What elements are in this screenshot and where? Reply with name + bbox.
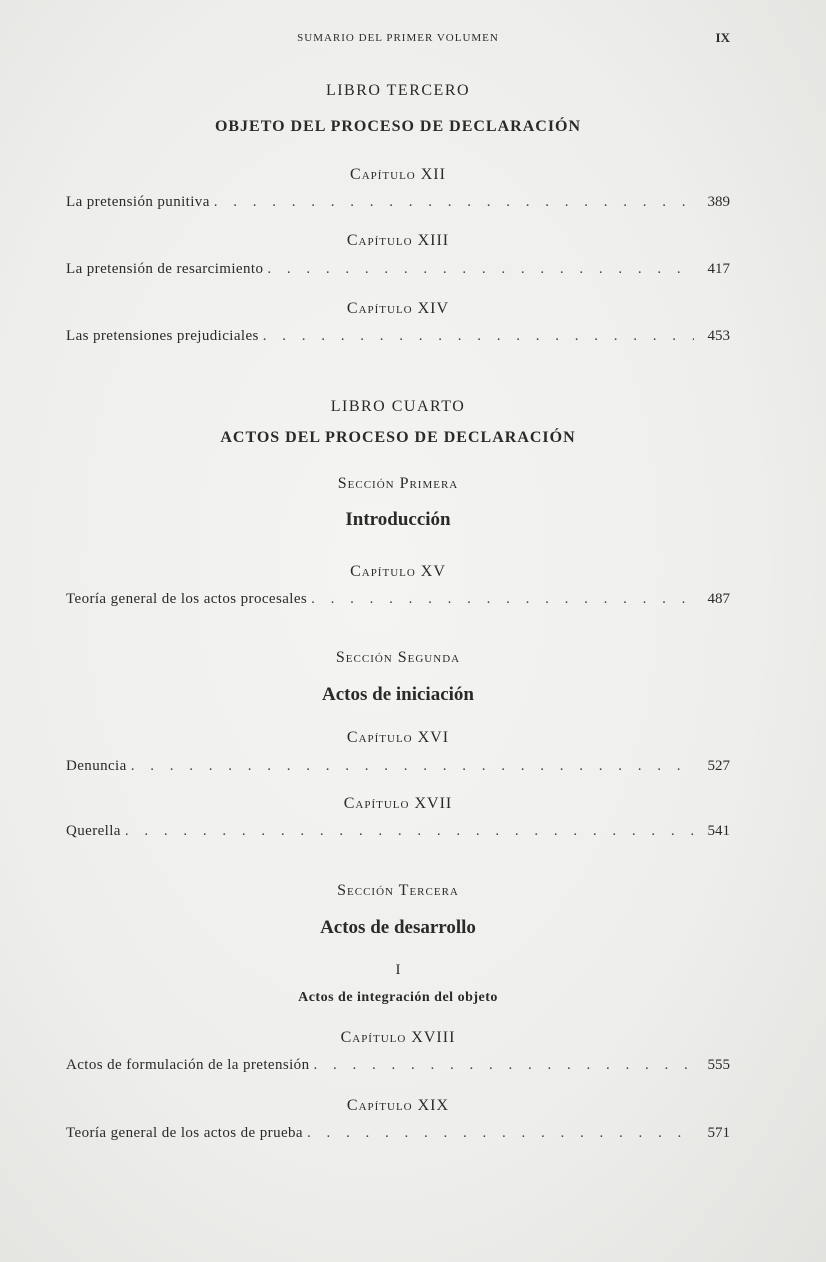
toc-entry-page: 417 (707, 261, 730, 277)
dot-leader (307, 1125, 694, 1142)
running-header: SUMARIO DEL PRIMER VOLUMEN (297, 32, 499, 44)
dot-leader (125, 823, 694, 840)
section-label-segunda: Sección Segunda (335, 649, 461, 666)
chapter-label-xviii: Capítulo XVIII (340, 1029, 456, 1046)
chapter-label-xiii: Capítulo XIII (346, 232, 450, 249)
section-label-primera: Sección Primera (337, 475, 459, 492)
chapter-label-xix: Capítulo XIX (346, 1097, 450, 1114)
toc-entry[interactable] (66, 591, 730, 608)
dot-leader (214, 194, 694, 211)
dot-leader (311, 591, 693, 608)
toc-entry[interactable] (66, 194, 730, 211)
toc-entry[interactable] (66, 1125, 730, 1142)
toc-entry-page: 487 (707, 591, 730, 607)
part-number: I (395, 962, 401, 978)
dot-leader (267, 261, 693, 278)
chapter-label-xvi: Capítulo XVI (346, 729, 450, 746)
chapter-label-xvii: Capítulo XVII (343, 795, 453, 812)
toc-entry-page: 555 (707, 1057, 730, 1073)
toc-entry[interactable] (66, 823, 730, 840)
libro-cuarto-label: LIBRO CUARTO (330, 398, 466, 415)
toc-entry[interactable] (66, 1057, 730, 1074)
toc-entry-title: La pretensión de resarcimiento (66, 261, 264, 277)
toc-entry[interactable] (66, 328, 730, 345)
libro-cuarto-title: ACTOS DEL PROCESO DE DECLARACIÓN (220, 429, 576, 446)
toc-entry-page: 453 (707, 328, 730, 344)
section-title-iniciacion: Actos de iniciación (322, 684, 474, 705)
toc-entry-title: Las pretensiones prejudiciales (66, 328, 259, 344)
section-title-introduccion: Introducción (345, 509, 451, 530)
toc-entry-title: Teoría general de los actos procesales (66, 591, 308, 607)
part-title: Actos de integración del objeto (298, 990, 498, 1005)
section-title-desarrollo: Actos de desarrollo (320, 917, 476, 938)
chapter-label-xiv: Capítulo XIV (346, 300, 450, 317)
toc-entry-title: Teoría general de los actos de prueba (66, 1125, 303, 1141)
libro-tercero-label: LIBRO TERCERO (325, 82, 471, 99)
toc-entry-title: Querella (66, 823, 121, 839)
toc-entry-title: Denuncia (66, 758, 127, 774)
chapter-label-xv: Capítulo XV (350, 563, 446, 580)
toc-entry-page: 527 (707, 758, 730, 774)
dot-leader (313, 1057, 693, 1074)
toc-entry-page: 389 (707, 194, 730, 210)
page-number: IX (715, 30, 730, 45)
toc-entry-page: 571 (707, 1125, 730, 1141)
libro-tercero-title: OBJETO DEL PROCESO DE DECLARACIÓN (214, 118, 582, 135)
toc-entry-title: La pretensión punitiva (66, 194, 210, 210)
dot-leader (263, 328, 694, 345)
section-label-tercera: Sección Tercera (337, 882, 459, 899)
toc-entry-page: 541 (707, 823, 730, 839)
toc-entry-title: Actos de formulación de la pretensión (66, 1057, 310, 1073)
toc-entry[interactable] (66, 261, 730, 278)
chapter-label-xii: Capítulo XII (350, 166, 446, 183)
dot-leader (131, 758, 694, 775)
toc-entry[interactable] (66, 758, 730, 775)
